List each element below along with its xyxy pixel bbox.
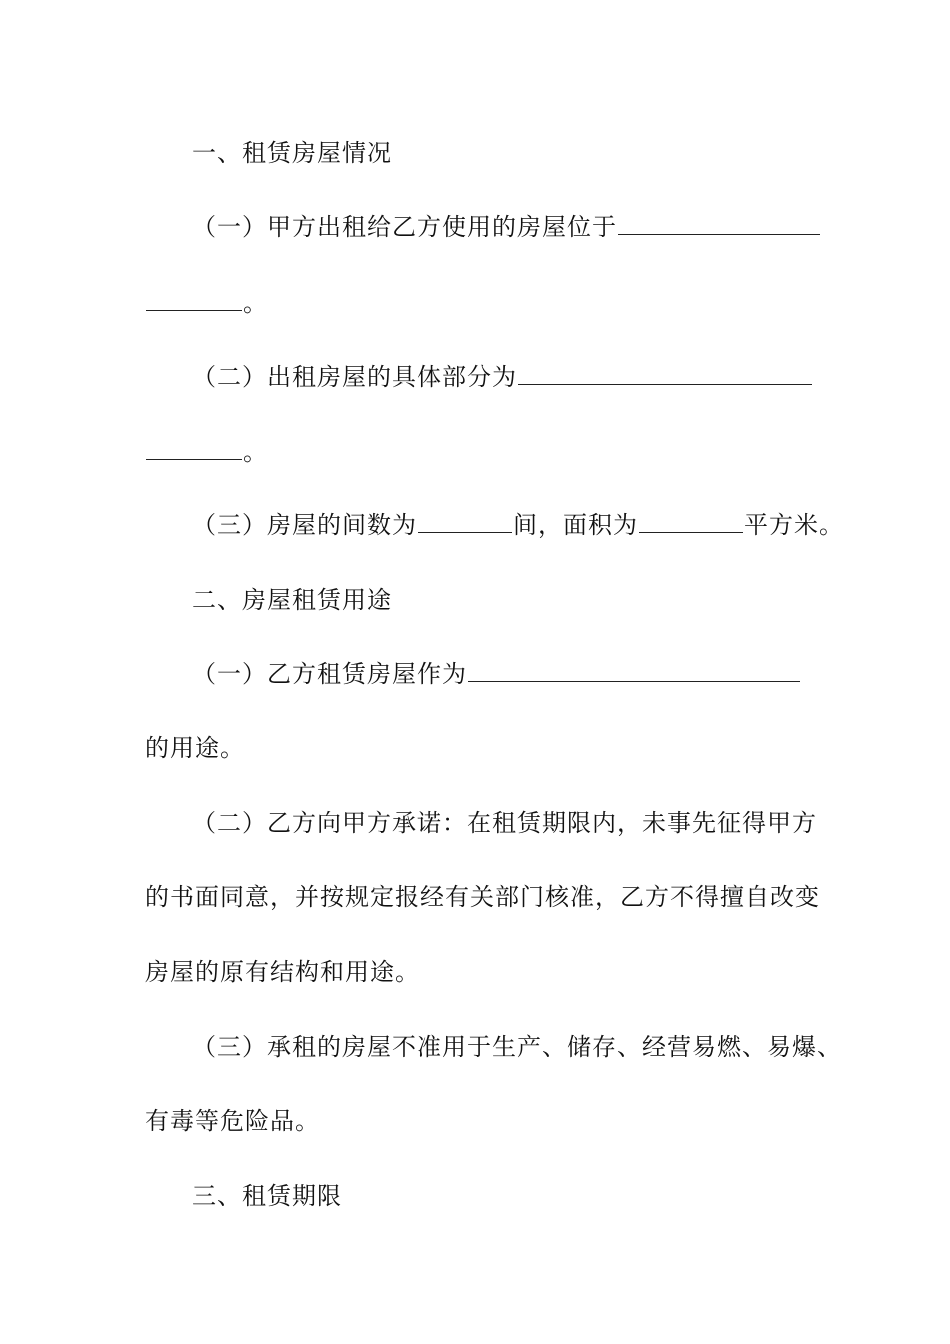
paragraph-2-2-line-1: （二）乙方向甲方承诺：在租赁期限内，未事先征得甲方	[192, 809, 817, 837]
paragraph-2-1-continued: 的用途。	[145, 734, 245, 762]
paragraph-1-3	[192, 510, 844, 540]
fill-in-blank-portion[interactable]	[518, 362, 812, 385]
paragraph-2-3-line-2: 有毒等危险品。	[145, 1107, 320, 1135]
paragraph-2-3-line-1: （三）承租的房屋不准用于生产、储存、经营易燃、易爆、	[192, 1033, 842, 1061]
fill-in-blank-location[interactable]	[618, 212, 820, 235]
section-heading-3: 三、租赁期限	[192, 1182, 342, 1210]
fill-in-blank-portion-cont[interactable]	[146, 437, 242, 460]
paragraph-1-2	[192, 362, 813, 392]
paragraph-1-1-end: 。	[243, 289, 268, 317]
paragraph-1-3-b: 间，面积为	[513, 511, 638, 539]
paragraph-2-1-text: （一）乙方租赁房屋作为	[192, 660, 467, 688]
paragraph-1-3-c: 平方米。	[744, 511, 844, 539]
paragraph-1-2-end: 。	[243, 438, 268, 466]
fill-in-blank-area[interactable]	[639, 510, 743, 533]
paragraph-2-1	[192, 659, 801, 689]
fill-in-blank-location-cont[interactable]	[146, 288, 242, 311]
paragraph-1-1-continued	[145, 288, 268, 318]
paragraph-1-2-text: （二）出租房屋的具体部分为	[192, 363, 517, 391]
section-heading-1: 一、租赁房屋情况	[192, 139, 392, 167]
paragraph-1-2-continued	[145, 437, 268, 467]
paragraph-2-2-line-3: 房屋的原有结构和用途。	[145, 958, 420, 986]
paragraph-1-3-a: （三）房屋的间数为	[192, 511, 417, 539]
fill-in-blank-room-count[interactable]	[418, 510, 512, 533]
paragraph-1-1	[192, 212, 821, 242]
section-heading-2: 二、房屋租赁用途	[192, 586, 392, 614]
fill-in-blank-purpose[interactable]	[468, 659, 800, 682]
paragraph-1-1-text: （一）甲方出租给乙方使用的房屋位于	[192, 213, 617, 241]
paragraph-2-2-line-2: 的书面同意，并按规定报经有关部门核准，乙方不得擅自改变	[145, 883, 820, 911]
